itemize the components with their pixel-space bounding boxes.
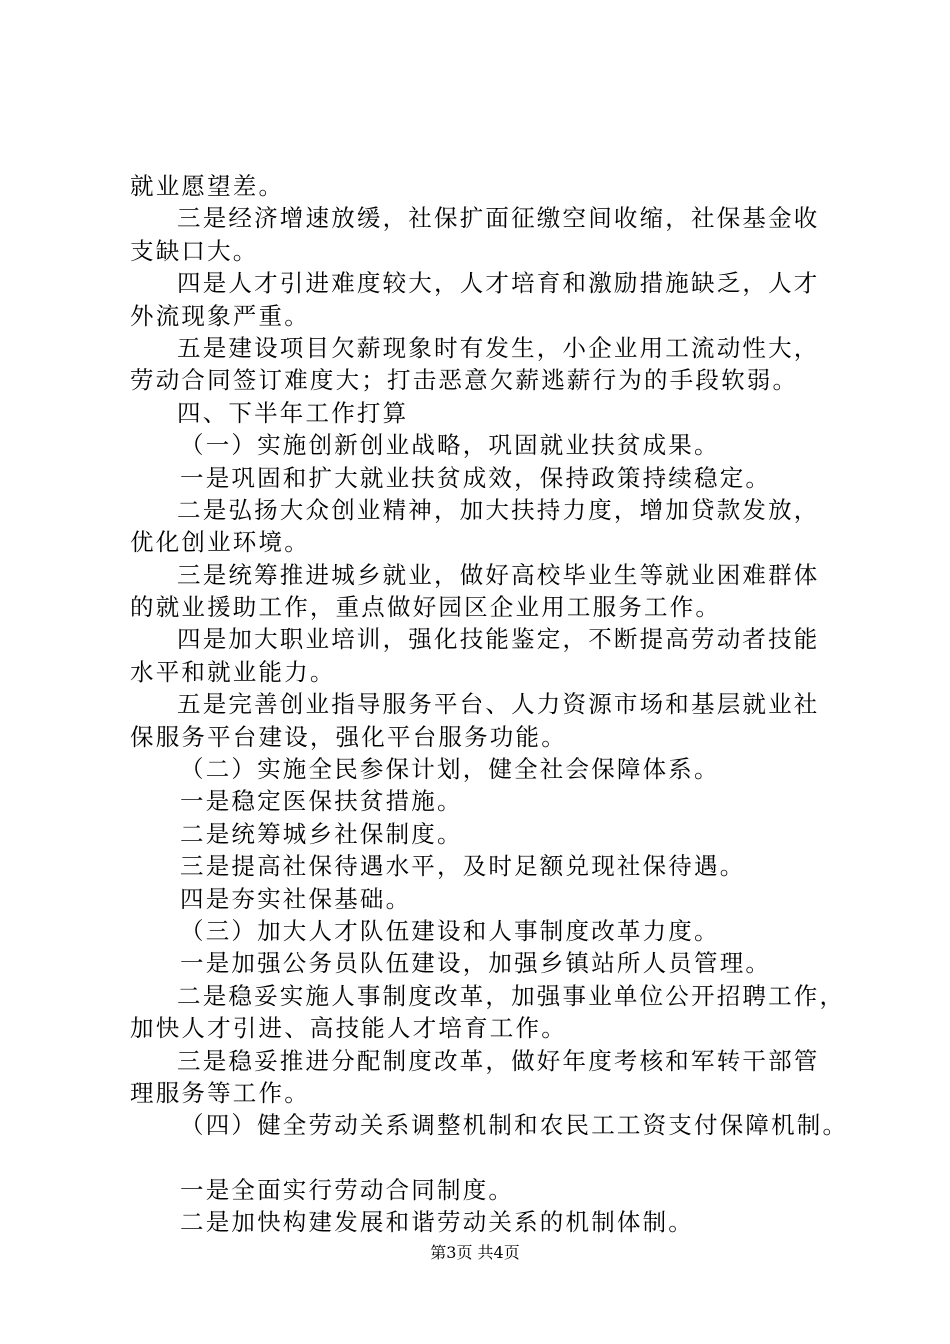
- text-line: 二是统筹城乡社保制度。: [180, 819, 463, 848]
- section-heading: 四、下半年工作打算: [177, 398, 409, 427]
- text-line: 外流现象严重。: [130, 301, 310, 330]
- text-line: 二是加快构建发展和谐劳动关系的机制体制。: [180, 1208, 694, 1237]
- text-line: 一是巩固和扩大就业扶贫成效，保持政策持续稳定。: [180, 463, 772, 492]
- text-line: 劳动合同签订难度大；打击恶意欠薪逃薪行为的手段软弱。: [130, 366, 799, 395]
- blank-line: [130, 1142, 850, 1174]
- text-line: 二是弘扬大众创业精神，加大扶持力度，增加贷款发放，: [177, 495, 820, 524]
- text-line: 支缺口大。: [130, 236, 259, 265]
- text-line: 保服务平台建设，强化平台服务功能。: [130, 722, 567, 751]
- subsection-heading: （三）加大人才队伍建设和人事制度改革力度。: [180, 916, 720, 945]
- document-body: [130, 170, 850, 1239]
- text-line: 四是人才引进难度较大，人才培育和激励措施缺乏，人才: [177, 269, 820, 298]
- text-line: 就业愿望差。: [130, 172, 285, 200]
- text-line: 五是建设项目欠薪现象时有发生，小企业用工流动性大，: [177, 333, 820, 362]
- text-line: 理服务等工作。: [130, 1078, 310, 1107]
- subsection-heading: （四）健全劳动关系调整机制和农民工工资支付保障机制。: [180, 1111, 849, 1140]
- text-line: 加快人才引进、高技能人才培育工作。: [130, 1014, 567, 1043]
- text-line: 三是提高社保待遇水平，及时足额兑现社保待遇。: [180, 852, 746, 881]
- text-line: 优化创业环境。: [130, 528, 310, 557]
- text-line: 一是全面实行劳动合同制度。: [180, 1175, 515, 1204]
- text-line: 一是加强公务员队伍建设，加强乡镇站所人员管理。: [180, 949, 772, 978]
- text-line: 三是经济增速放缓，社保扩面征缴空间收缩，社保基金收: [177, 204, 820, 233]
- text-line: 二是稳妥实施人事制度改革，加强事业单位公开招聘工作，: [177, 981, 846, 1010]
- text-line: 一是稳定医保扶贫措施。: [180, 787, 463, 816]
- subsection-heading: （二）实施全民参保计划，健全社会保障体系。: [180, 755, 720, 784]
- text-line: 四是夯实社保基础。: [180, 884, 412, 913]
- text-line: 三是稳妥推进分配制度改革，做好年度考核和军转干部管: [177, 1046, 820, 1075]
- text-line: 五是完善创业指导服务平台、人力资源市场和基层就业社: [177, 690, 820, 719]
- text-line: 的就业援助工作，重点做好园区企业用工服务工作。: [130, 593, 722, 622]
- page-number-footer: 第3页 共4页: [430, 1243, 520, 1262]
- text-line: 水平和就业能力。: [130, 657, 336, 686]
- text-line: 三是统筹推进城乡就业，做好高校毕业生等就业困难群体: [177, 560, 820, 589]
- text-line: 四是加大职业培训，强化技能鉴定，不断提高劳动者技能: [177, 625, 820, 654]
- subsection-heading: （一）实施创新创业战略，巩固就业扶贫成果。: [180, 431, 720, 460]
